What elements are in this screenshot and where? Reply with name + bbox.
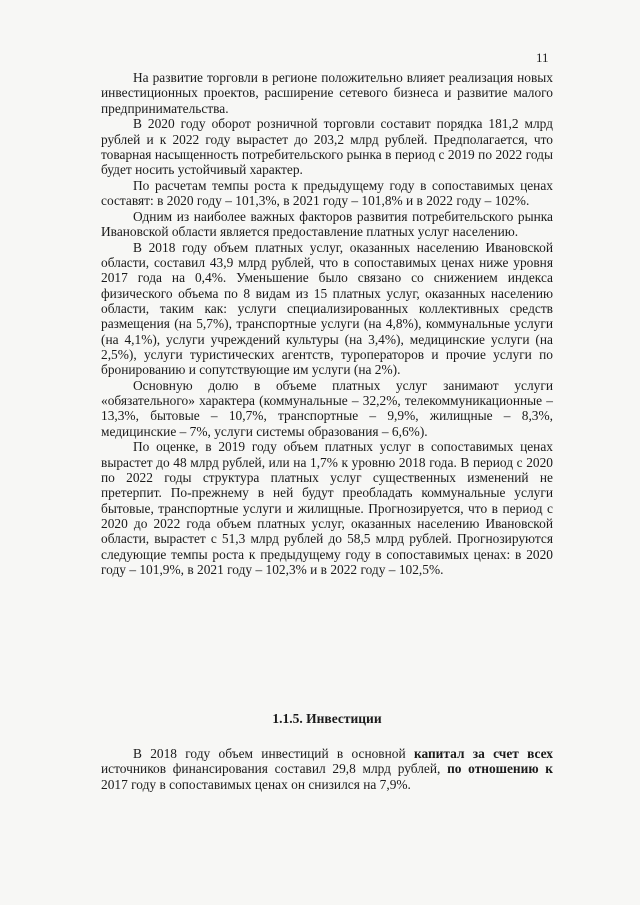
investments-text-part: источников финансирования составил 29,8 млрд рублей, <box>101 761 448 777</box>
paragraph-paid-services-2018: В 2018 году объем платных услуг, оказанных населению Ивановской области, составил 43,9 млрд рублей, что в сопоставимых ценах ниже уровня 2017 года на 0,4%. Уменьшение было связано со снижением индекса физического объема по 8 видам из 15 платных услуг, оказанных населению области, таким как: услуги специализированных коллективных средств размещения (на 5,7%), транспортные услуги (на 4,8%), коммунальные услуги (на 4,1%), услуги учреждений культуры (на 3,4%), медицинские услуги (на 2,5%), услуги туристических агентств, туроператоров и прочие услуги по бронированию и сопутствующие им услуги (на 2%). <box>101 239 553 378</box>
investments-text <box>101 746 553 792</box>
investments-text-emphasis: по отношению к <box>447 761 554 777</box>
page-number: 11 <box>536 50 549 65</box>
paragraph-trade-development: На развитие торговли в регионе положительно влияет реализация новых инвестиционных проектов, расширение сетевого бизнеса и развитие малого предпринимательства. <box>101 70 553 116</box>
paragraph-services-forecast: По оценке, в 2019 году объем платных услуг в сопоставимых ценах вырастет до 48 млрд рублей, или на 1,7% к уровню 2018 года. В период с 2020 по 2022 годы структура платных услуг существенных изменений не претерпит. По-прежнему в ней будут преобладать коммунальные услуги бытовые, транспортные услуги и жилищные. Прогнозируется, что в период с 2020 до 2022 года объем платных услуг, оказанных населению Ивановской области, вырастет с 51,3 млрд рублей до 58,5 млрд рублей. Прогнозируются следующие темпы роста к предыдущему году в сопоставимых ценах: в 2020 году – 101,9%, в 2021 году – 102,3% и в 2022 году – 102,5%. <box>101 439 553 577</box>
investments-text-emphasis: капитал за счет всех <box>413 746 553 761</box>
paragraph-paid-services-factor: Одним из наиболее важных факторов развития потребительского рынка Ивановской области является предоставление платных услуг населению. <box>101 208 553 240</box>
paragraph-retail-turnover: В 2020 году оборот розничной торговли составит порядка 181,2 млрд рублей и к 2022 году вырастет до 203,2 млрд рублей. Предполагается, что товарная насыщенность потребительского рынка в период с 2019 по 2022 годы будет носить устойчивый характер. <box>101 116 553 178</box>
investments-text-part: 2017 году в сопоставимых ценах он снизился на 7,9%. <box>101 776 411 792</box>
paragraph-investments <box>101 746 553 792</box>
section-heading-investments: 1.1.5. Инвестиции <box>272 711 382 726</box>
paragraph-services-structure: Основную долю в объеме платных услуг занимают услуги «обязательного» характера (коммунальные – 32,2%, телекоммуникационные – 13,3%, бытовые – 10,7%, транспортные – 9,9%, жилищные – 8,3%, медицинские – 7%, услуги системы образования – 6,6%). <box>101 377 553 439</box>
paragraph-growth-rates: По расчетам темпы роста к предыдущему году в сопоставимых ценах составят: в 2020 году – 101,3%, в 2021 году – 101,8% и в 2022 году – 102%. <box>101 177 553 209</box>
body-text <box>101 70 553 577</box>
investments-text-part: В 2018 году объем инвестиций в основной <box>133 746 414 761</box>
